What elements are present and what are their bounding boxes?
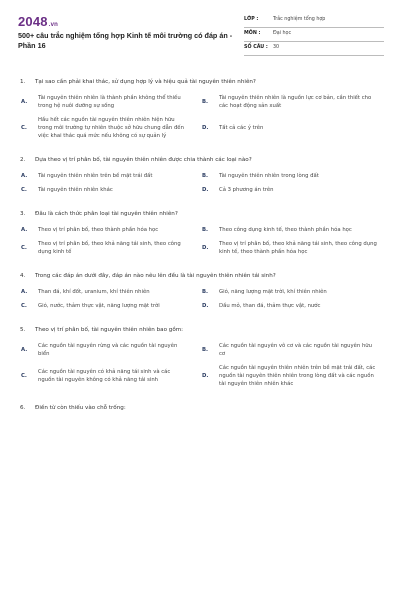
option-text: Tài nguyên thiên nhiên trên bề mặt trái đất [38, 173, 153, 179]
option-d[interactable] [201, 302, 382, 310]
meta-value: Đại học [273, 31, 292, 36]
document-title: 500+ câu trắc nghiệm tổng hợp Kinh tế môi trường có đáp án - Phần 16 [18, 31, 233, 50]
option-letter: D. [202, 303, 209, 309]
option-b[interactable] [201, 226, 382, 234]
meta-subject-row [244, 28, 384, 42]
option-letter: B. [202, 227, 209, 233]
option-letter: A. [21, 289, 28, 295]
option-a[interactable] [20, 172, 201, 180]
option-text: Dầu mỏ, than đá, thảm thực vật, nước [219, 303, 321, 309]
option-text: Tài nguyên thiên nhiên là thành phần không thể thiếu trong hệ nuôi dưỡng sự sống [38, 95, 181, 109]
option-letter: C. [21, 373, 27, 379]
meta-count-row [244, 42, 384, 56]
option-text: Các nguồn tài nguyên có khả năng tái sinh và các nguồn tài nguyên không có khả năng tái sinh [38, 369, 171, 383]
question-6 [20, 404, 382, 412]
option-a[interactable] [20, 94, 201, 110]
option-b[interactable] [201, 342, 382, 358]
option-text: Tài nguyên thiên nhiên là nguồn lực cơ bản, cần thiết cho các hoạt động sản xuất [219, 95, 372, 109]
site-logo[interactable]: 2048.vn [18, 14, 59, 29]
option-c[interactable] [20, 186, 201, 194]
document-header [18, 14, 382, 58]
option-letter: D. [202, 373, 209, 379]
option-c[interactable] [20, 302, 201, 310]
option-letter: C. [21, 245, 27, 251]
option-letter: D. [202, 125, 209, 131]
option-text: Theo công dụng kinh tế, theo thành phần hóa học [219, 227, 352, 233]
option-text: Theo vị trí phân bố, theo khả năng tái sinh, theo công dụng kinh tế, theo thành phần hóa học [219, 241, 377, 255]
option-b[interactable] [201, 288, 382, 296]
option-letter: C. [21, 125, 27, 131]
option-letter: A. [21, 227, 28, 233]
question-2 [20, 156, 382, 194]
question-number: 3. [20, 211, 26, 217]
option-text: Gió, nước, thảm thực vật, năng lượng mặt trời [38, 303, 160, 309]
question-text: Trong các đáp án dưới đây, đáp án nào nêu lên đều là tài nguyên thiên nhiên tái sinh? [35, 273, 276, 279]
question-1 [20, 78, 382, 140]
option-letter: D. [202, 245, 209, 251]
meta-key: MÔN : [244, 31, 261, 36]
option-letter: C. [21, 303, 27, 309]
question-5 [20, 326, 382, 388]
option-text: Các nguồn tài nguyên rừng và các nguồn tài nguyên biển [38, 343, 178, 357]
question-text: Theo vị trí phân bố, tài nguyên thiên nhiên bao gồm: [35, 327, 184, 333]
option-a[interactable] [20, 288, 201, 296]
meta-value: 30 [273, 45, 280, 50]
option-letter: B. [202, 289, 209, 295]
question-text: Tại sao cần phải khai thác, sử dụng hợp lý và hiệu quả tài nguyên thiên nhiên? [35, 79, 256, 85]
question-number: 5. [20, 327, 26, 333]
option-letter: C. [21, 187, 27, 193]
option-d[interactable] [201, 240, 382, 256]
option-d[interactable] [201, 186, 382, 194]
option-c[interactable] [20, 240, 201, 256]
option-d[interactable] [201, 364, 382, 388]
option-text: Gió, năng lượng mặt trời, khí thiên nhiên [219, 289, 327, 295]
option-d[interactable] [201, 116, 382, 140]
question-text: Đâu là cách thức phân loại tài nguyên thiên nhiên? [35, 211, 178, 217]
option-text: Các nguồn tài nguyên vô cơ và các nguồn tài nguyên hữu cơ [219, 343, 373, 357]
option-letter: A. [21, 173, 28, 179]
option-c[interactable] [20, 116, 201, 140]
question-number: 6. [20, 405, 26, 411]
meta-key: SỐ CÂU : [244, 45, 268, 50]
option-letter: B. [202, 99, 209, 105]
option-text: Theo vị trí phân bố, theo thành phần hóa học [38, 227, 159, 233]
question-list [20, 78, 382, 428]
question-number: 2. [20, 157, 26, 163]
document-meta [244, 14, 384, 56]
option-text: Các nguồn tài nguyên thiên nhiên trên bề mặt trái đất, các nguồn tài nguyên thiên nhiên trong lòng đất và các nguồn tài nguyên thiên nhiên khác [219, 365, 376, 387]
option-text: Than đá, khí đốt, uranium, khí thiên nhiên [38, 289, 150, 295]
question-number: 1. [20, 79, 26, 85]
question-text: Dựa theo vị trí phân bố, tài nguyên thiên nhiên được chia thành các loại nào? [35, 157, 252, 163]
option-b[interactable] [201, 94, 382, 110]
meta-key: LỚP : [244, 17, 259, 22]
option-letter: A. [21, 347, 28, 353]
option-text: Theo vị trí phân bố, theo khả năng tái sinh, theo công dụng kinh tế [38, 241, 181, 255]
option-a[interactable] [20, 226, 201, 234]
meta-value: Trắc nghiệm tổng hợp [273, 17, 326, 22]
question-number: 4. [20, 273, 26, 279]
meta-class-row [244, 14, 384, 28]
option-letter: B. [202, 347, 209, 353]
option-text: Cả 3 phương án trên [219, 187, 274, 193]
option-b[interactable] [201, 172, 382, 180]
option-text: Hầu hết các nguồn tài nguyên thiên nhiên hiện hữu trong môi trường tự nhiên thuộc sở hữu chung dẫn đến việc khai thác quá mức nếu không có sự quản lý [38, 117, 184, 139]
question-text: Điền từ còn thiếu vào chỗ trống: [35, 405, 126, 411]
option-c[interactable] [20, 364, 201, 388]
option-a[interactable] [20, 342, 201, 358]
option-letter: D. [202, 187, 209, 193]
option-text: Tất cả các ý trên [219, 125, 264, 131]
option-text: Tài nguyên thiên nhiên trong lòng đất [219, 173, 319, 179]
option-letter: B. [202, 173, 209, 179]
question-4 [20, 272, 382, 310]
option-letter: A. [21, 99, 28, 105]
question-3 [20, 210, 382, 256]
option-text: Tài nguyên thiên nhiên khác [38, 187, 113, 193]
